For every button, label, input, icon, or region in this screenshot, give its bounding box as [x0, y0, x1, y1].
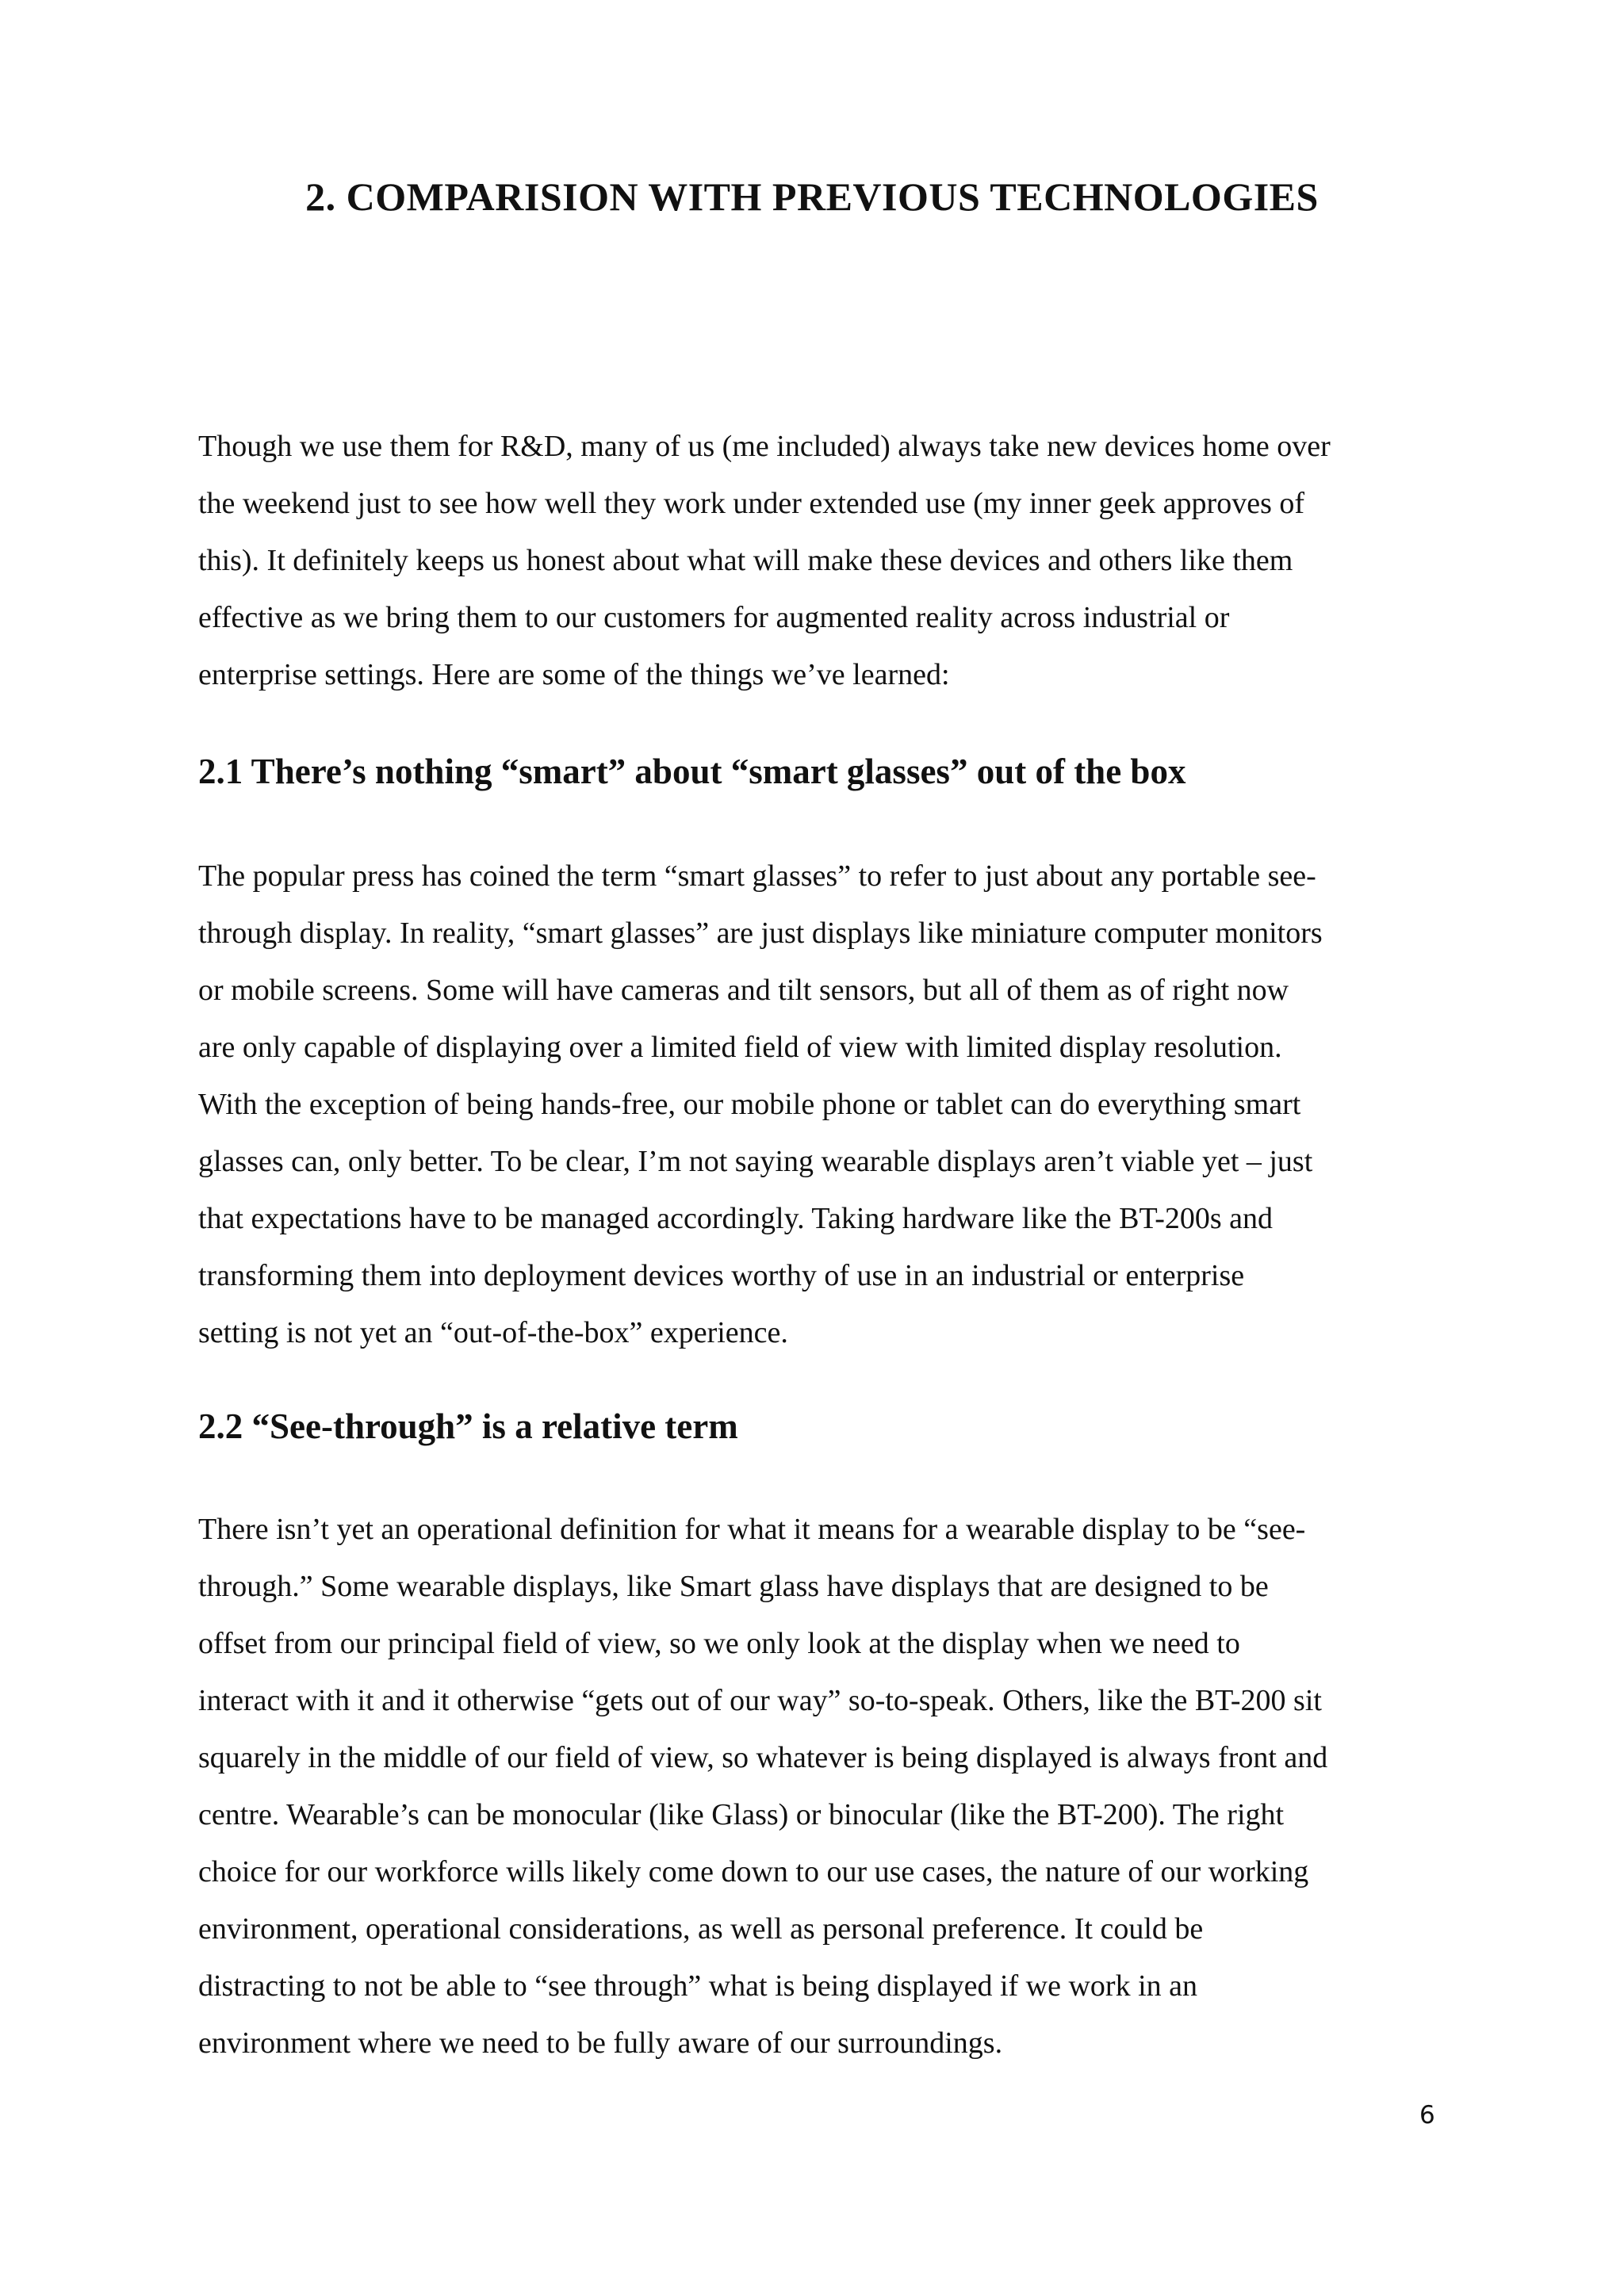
paragraph-line: glasses can, only better. To be clear, I’m not saying wearable displays aren’t viable yet – just [198, 1145, 1313, 1178]
paragraph-line: through display. In reality, “smart glasses” are just displays like miniature computer monitors [198, 916, 1323, 950]
paragraph-line: are only capable of displaying over a limited field of view with limited display resolution. [198, 1031, 1282, 1064]
paragraph-line: With the exception of being hands-free, our mobile phone or tablet can do everything smart [198, 1088, 1301, 1121]
paragraph-line: effective as we bring them to our customers for augmented reality across industrial or [198, 601, 1230, 634]
paragraph-line: Though we use them for R&D, many of us (me included) always take new devices home over [198, 430, 1331, 463]
paragraph-line: squarely in the middle of our field of view, so whatever is being displayed is always front and [198, 1741, 1328, 1774]
paragraph-line: or mobile screens. Some will have cameras and tilt sensors, but all of them as of right now [198, 974, 1289, 1007]
paragraph-line: transforming them into deployment devices worthy of use in an industrial or enterprise [198, 1259, 1245, 1292]
section-heading-2-2: 2.2 “See-through” is a relative term [198, 1406, 738, 1446]
paragraph-line: through.” Some wearable displays, like Smart glass have displays that are designed to be [198, 1570, 1269, 1603]
page-title: 2. COMPARISION WITH PREVIOUS TECHNOLOGIES [305, 174, 1319, 219]
paragraph-line: distracting to not be able to “see through” what is being displayed if we work in an [198, 1969, 1198, 2003]
paragraph-line: There isn’t yet an operational definition for what it means for a wearable display to be “see- [198, 1513, 1306, 1546]
paragraph-line: this). It definitely keeps us honest about what will make these devices and others like them [198, 544, 1293, 577]
paragraph-line: The popular press has coined the term “smart glasses” to refer to just about any portable see- [198, 859, 1316, 893]
paragraph-line: offset from our principal field of view, so we only look at the display when we need to [198, 1627, 1240, 1660]
section-heading-2-1: 2.1 There’s nothing “smart” about “smart glasses” out of the box [198, 752, 1186, 791]
paragraph-line: environment, operational considerations, as well as personal preference. It could be [198, 1912, 1204, 1946]
page-number: 6 [1419, 2101, 1435, 2130]
paragraph-line: the weekend just to see how well they work under extended use (my inner geek approves of [198, 487, 1305, 520]
paragraph-line: environment where we need to be fully aware of our surroundings. [198, 2026, 1003, 2060]
paragraph-line: interact with it and it otherwise “gets out of our way” so-to-speak. Others, like the BT-200 sit [198, 1684, 1322, 1717]
paragraph-line: setting is not yet an “out-of-the-box” experience. [198, 1316, 788, 1349]
paragraph-line: choice for our workforce wills likely come down to our use cases, the nature of our working [198, 1855, 1309, 1888]
paragraph-line: centre. Wearable’s can be monocular (like Glass) or binocular (like the BT-200). The right [198, 1798, 1285, 1831]
paragraph-line: that expectations have to be managed accordingly. Taking hardware like the BT-200s and [198, 1202, 1274, 1235]
paragraph-line: enterprise settings. Here are some of the things we’ve learned: [198, 658, 950, 691]
